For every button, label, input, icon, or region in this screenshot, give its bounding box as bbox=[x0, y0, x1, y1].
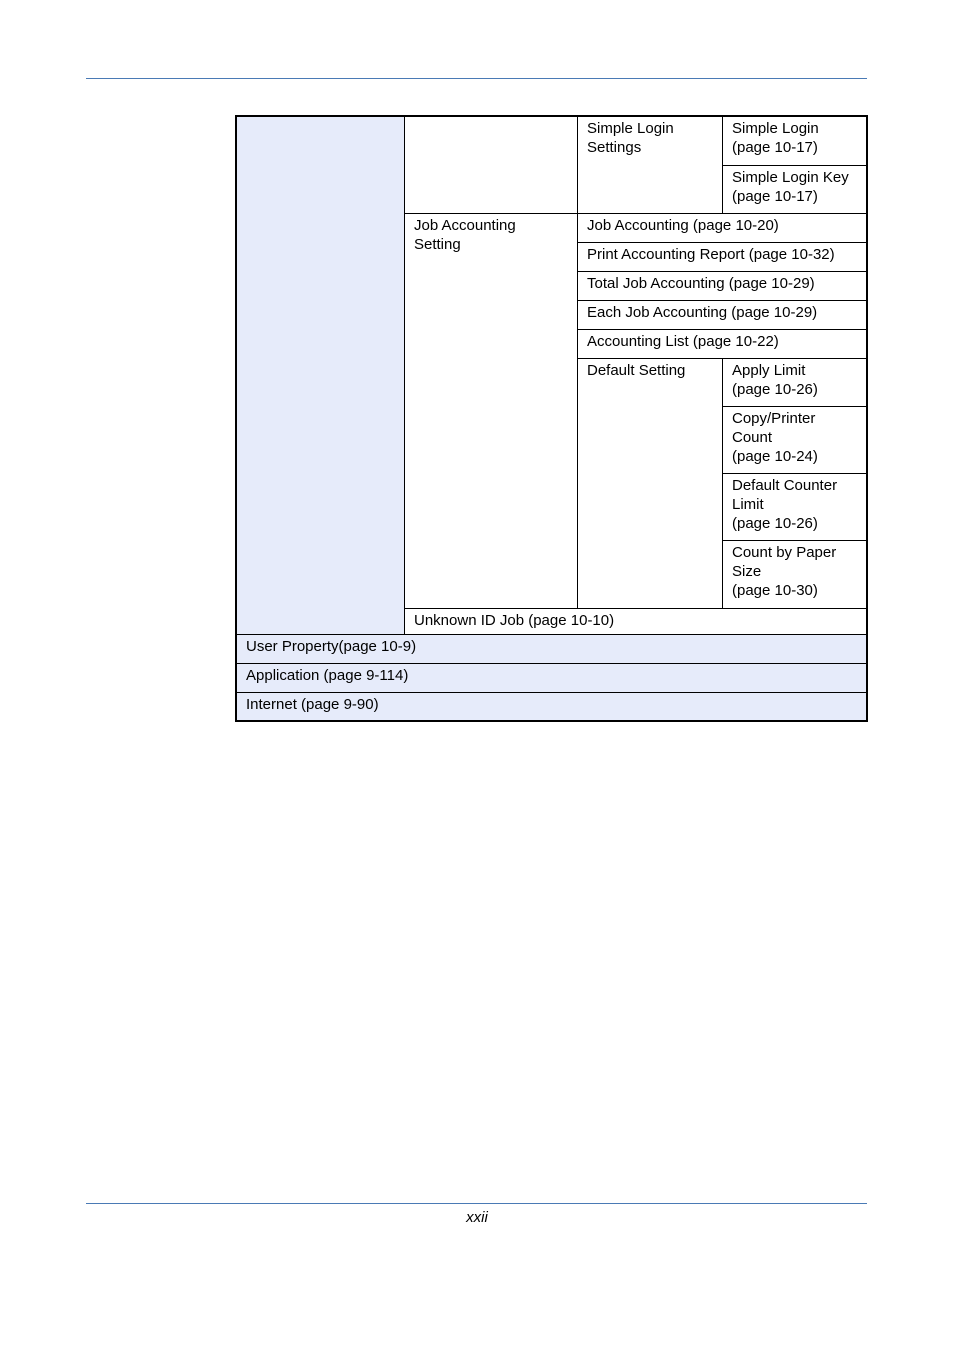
menu-application bbox=[237, 663, 866, 692]
menu-print-accounting-report bbox=[577, 242, 866, 271]
menu-simple-login-settings bbox=[577, 117, 722, 213]
section-column-blank bbox=[237, 117, 404, 634]
menu-label: Simple Login Key (page 10-17) bbox=[732, 169, 849, 205]
menu-total-job-accounting bbox=[577, 271, 866, 300]
menu-label: Total Job Accounting (page 10-29) bbox=[587, 275, 815, 292]
menu-label: Accounting List (page 10-22) bbox=[587, 333, 779, 350]
header-rule bbox=[86, 78, 867, 79]
menu-label: Internet (page 9-90) bbox=[246, 696, 379, 713]
menu-internet bbox=[237, 692, 866, 720]
menu-label: Count by Paper Size (page 10-30) bbox=[732, 544, 837, 599]
menu-label: Simple Login (page 10-17) bbox=[732, 120, 819, 156]
menu-label: Job Accounting Setting bbox=[414, 217, 516, 253]
menu-unknown-id-job bbox=[404, 608, 866, 634]
page-number: xxii bbox=[466, 1209, 488, 1226]
menu-label: Print Accounting Report (page 10-32) bbox=[587, 246, 835, 263]
menu-count-by-paper-size bbox=[722, 540, 866, 608]
menu-label: Unknown ID Job (page 10-10) bbox=[414, 612, 615, 629]
menu-apply-limit bbox=[722, 358, 866, 406]
menu-accounting-list bbox=[577, 329, 866, 358]
menu-label: Simple Login Settings bbox=[587, 120, 674, 156]
menu-job-accounting-setting bbox=[404, 213, 577, 608]
menu-table bbox=[235, 115, 868, 722]
menu-label: Job Accounting (page 10-20) bbox=[587, 217, 779, 234]
menu-label: Copy/Printer Count (page 10-24) bbox=[732, 410, 818, 465]
menu-copy-printer-count bbox=[722, 406, 866, 473]
menu-simple-login bbox=[722, 117, 866, 165]
menu-default-setting bbox=[577, 358, 722, 608]
menu-user-property bbox=[237, 634, 866, 663]
menu-label: Default Setting bbox=[587, 362, 686, 379]
menu-label: Application (page 9-114) bbox=[246, 667, 409, 684]
blank-cell bbox=[404, 117, 577, 213]
menu-default-counter-limit bbox=[722, 473, 866, 540]
footer-rule bbox=[86, 1203, 867, 1204]
menu-label: Each Job Accounting (page 10-29) bbox=[587, 304, 818, 321]
menu-label: Default Counter Limit (page 10-26) bbox=[732, 477, 838, 532]
menu-each-job-accounting bbox=[577, 300, 866, 329]
menu-simple-login-key bbox=[722, 165, 866, 213]
menu-label: Apply Limit (page 10-26) bbox=[732, 362, 818, 398]
menu-label: User Property(page 10-9) bbox=[246, 638, 417, 655]
menu-job-accounting bbox=[577, 213, 866, 242]
